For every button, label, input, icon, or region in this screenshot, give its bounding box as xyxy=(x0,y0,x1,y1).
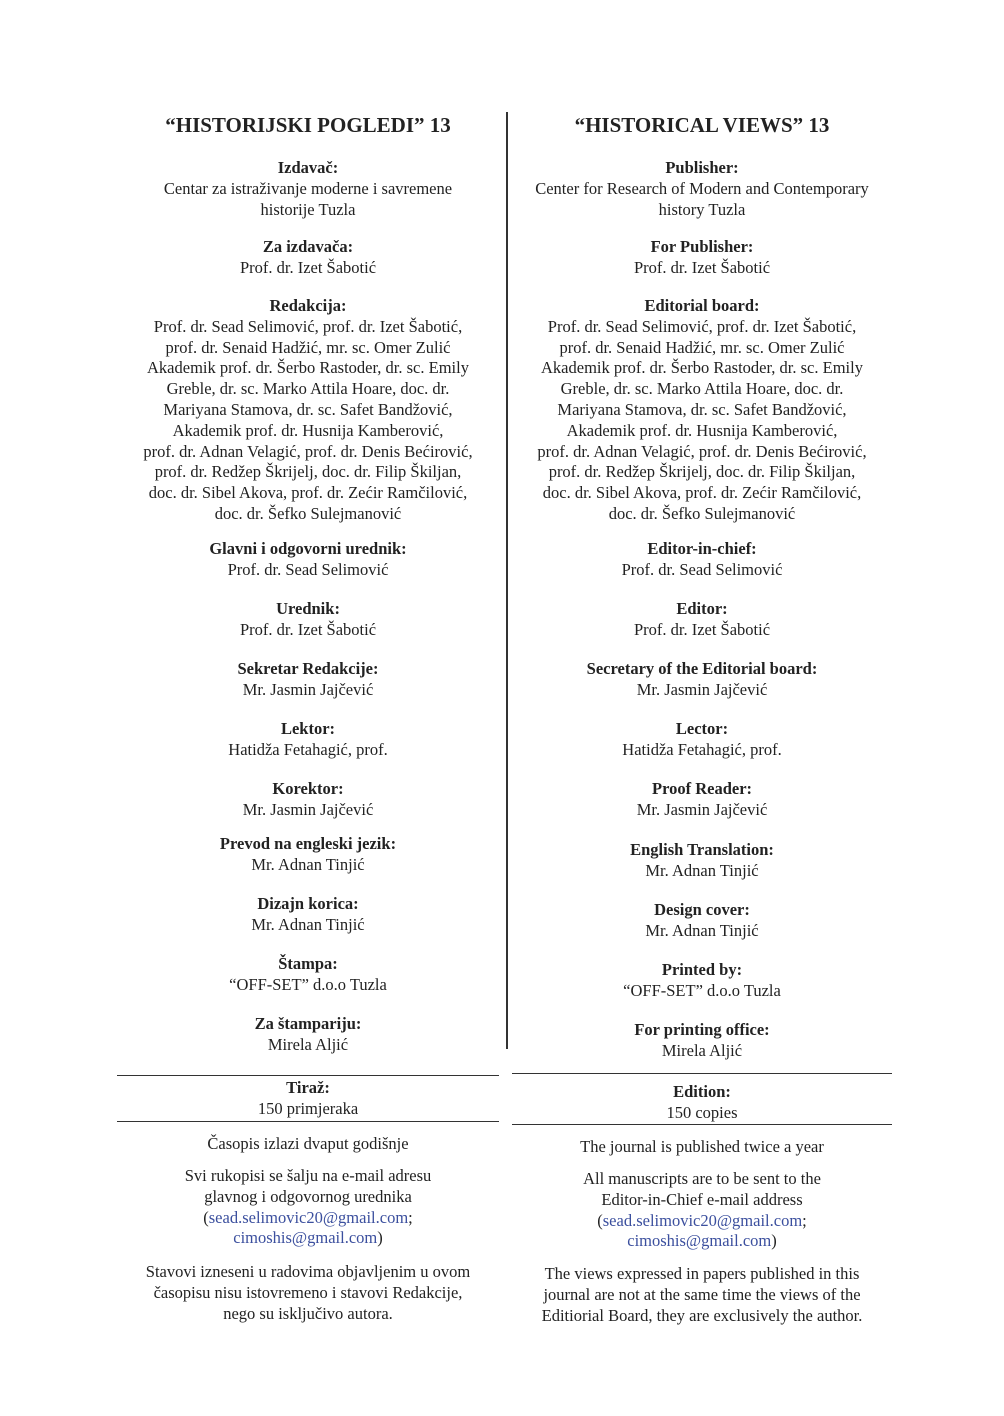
section-label: Publisher: xyxy=(665,158,739,177)
email-link[interactable]: cimoshis@gmail.com xyxy=(233,1228,378,1248)
left-secretary: Sekretar Redakcije: Mr. Jasmin Jajčević xyxy=(117,659,499,701)
right-proofreader: Proof Reader: Mr. Jasmin Jajčević xyxy=(512,779,892,821)
section-label: Korektor: xyxy=(272,779,344,798)
right-secretary: Secretary of the Editorial board: Mr. Jasmin Jajčević xyxy=(512,659,892,701)
left-edition-top-rule xyxy=(117,1075,499,1076)
right-printed-by: Printed by: “OFF-SET” d.o.o Tuzla xyxy=(512,960,892,1002)
section-label: Printed by: xyxy=(661,960,743,979)
section-label: Lektor: xyxy=(280,719,336,738)
right-design-cover: Design cover: Mr. Adnan Tinjić xyxy=(512,900,892,942)
email-link[interactable]: sead.selimovic20@gmail.com xyxy=(602,1210,803,1230)
section-label: Secretary of the Editorial board: xyxy=(586,659,818,678)
left-frequency-note: Časopis izlazi dvaput godišnje xyxy=(207,1134,409,1153)
right-lector: Lector: Hatidža Fetahagić, prof. xyxy=(512,719,892,761)
right-editor-in-chief: Editor-in-chief: Prof. dr. Sead Selimović xyxy=(512,539,892,581)
section-label: Proof Reader: xyxy=(651,779,753,798)
section-label: Dizajn korica: xyxy=(257,894,359,913)
left-printed-by: Štampa: “OFF-SET” d.o.o Tuzla xyxy=(117,954,499,996)
email-link[interactable]: cimoshis@gmail.com xyxy=(627,1231,772,1251)
section-label: For Publisher: xyxy=(650,237,754,256)
left-editor-in-chief: Glavni i odgovorni urednik: Prof. dr. Sead Selimović xyxy=(117,539,499,581)
right-for-publisher: For Publisher: Prof. dr. Izet Šabotić xyxy=(512,237,892,279)
right-edition: Edition: 150 copies xyxy=(512,1082,892,1124)
email-link[interactable]: sead.selimovic20@gmail.com xyxy=(208,1207,409,1227)
section-label: For printing office: xyxy=(634,1020,770,1039)
right-edition-top-rule xyxy=(512,1073,892,1074)
column-divider xyxy=(506,112,508,1049)
left-editorial-board: Redakcija: Prof. dr. Sead Selimović, prof. dr. Izet Šabotić, prof. dr. Senaid Hadžić, mr. sc. Omer Zulić Akademik prof. dr. Šerbo Rastoder, dr. sc. Emily Greble, dr. sc. Marko Attila Hoare, doc. dr. Mariyana Stamova, dr. sc. Safet Bandžović, Akademik prof. dr. Husnija Kamberović, prof. dr. Adnan Velagić, prof. dr. Denis Bećirović, prof. dr. Redžep Škrijelj, doc. dr. Filip Škiljan, doc. dr. Sibel Akova, prof. dr. Zećir Ramčilović, doc. dr. Šefko Sulejmanović xyxy=(117,296,499,525)
section-label: Lector: xyxy=(675,719,729,738)
section-label: Urednik: xyxy=(276,599,340,618)
section-label: Prevod na engleski jezik: xyxy=(219,834,397,853)
section-label: Tiraž: xyxy=(286,1078,330,1097)
section-label: Editor: xyxy=(676,599,728,618)
left-manuscripts-note: Svi rukopisi se šalju na e-mail adresu glavnog i odgovornog urednika (sead.selimovic20@gmail.com; cimoshis@gmail.com) xyxy=(184,1166,432,1248)
left-edition-bottom-rule xyxy=(117,1121,499,1122)
left-journal-title: “HISTORIJSKI POGLEDI” 13 xyxy=(165,113,451,137)
right-journal-title: “HISTORICAL VIEWS” 13 xyxy=(574,113,830,137)
section-label: Editor-in-chief: xyxy=(647,539,757,558)
right-manuscripts-note: All manuscripts are to be sent to the Editor-in-Chief e-mail address (sead.selimovic20@gmail.com; cimoshis@gmail.com) xyxy=(583,1169,821,1251)
left-proofreader: Korektor: Mr. Jasmin Jajčević xyxy=(117,779,499,821)
right-disclaimer: The views expressed in papers published in this journal are not at the same time the views of the Editiorial Board, they are exclusively the author. xyxy=(541,1264,863,1325)
section-label: Edition: xyxy=(673,1082,731,1101)
right-printing-office: For printing office: Mirela Aljić xyxy=(512,1020,892,1062)
section-label: Za izdavača: xyxy=(262,237,354,256)
left-editor: Urednik: Prof. dr. Izet Šabotić xyxy=(117,599,499,641)
right-frequency-note: The journal is published twice a year xyxy=(580,1137,824,1156)
section-label: English Translation: xyxy=(630,840,774,859)
section-label: Izdavač: xyxy=(277,158,339,177)
section-label: Štampa: xyxy=(278,954,338,973)
section-label: Redakcija: xyxy=(269,296,347,315)
left-for-publisher: Za izdavača: Prof. dr. Izet Šabotić xyxy=(117,237,499,279)
left-publisher: Izdavač: Centar za istraživanje moderne i savremene historije Tuzla xyxy=(117,158,499,220)
right-edition-bottom-rule xyxy=(512,1124,892,1125)
section-label: Design cover: xyxy=(654,900,750,919)
left-disclaimer: Stavovi izneseni u radovima objavljenim u ovom časopisu nisu istovremeno i stavovi Redakcije, nego su isključivo autora. xyxy=(145,1262,471,1323)
section-label: Za štampariju: xyxy=(254,1014,362,1033)
section-label: Editorial board: xyxy=(644,296,760,315)
right-editor: Editor: Prof. dr. Izet Šabotić xyxy=(512,599,892,641)
left-edition: Tiraž: 150 primjeraka xyxy=(117,1078,499,1120)
left-translation: Prevod na engleski jezik: Mr. Adnan Tinjić xyxy=(117,834,499,876)
section-label: Sekretar Redakcije: xyxy=(237,659,379,678)
right-publisher: Publisher: Center for Research of Modern and Contemporary history Tuzla xyxy=(512,158,892,220)
right-editorial-board: Editorial board: Prof. dr. Sead Selimović, prof. dr. Izet Šabotić, prof. dr. Senaid Hadžić, mr. sc. Omer Zulić Akademik prof. dr. Šerbo Rastoder, dr. sc. Emily Greble, dr. sc. Marko Attila Hoare, doc. dr. Mariyana Stamova, dr. sc. Safet Bandžović, Akademik prof. dr. Husnija Kamberović, prof. dr. Adnan Velagić, prof. dr. Denis Bećirović, prof. dr. Redžep Škrijelj, doc. dr. Filip Škiljan, doc. dr. Sibel Akova, prof. dr. Zećir Ramčilović, doc. dr. Šefko Sulejmanović xyxy=(512,296,892,525)
section-label: Glavni i odgovorni urednik: xyxy=(209,539,407,558)
right-translation: English Translation: Mr. Adnan Tinjić xyxy=(512,840,892,882)
left-printing-office: Za štampariju: Mirela Aljić xyxy=(117,1014,499,1056)
left-design-cover: Dizajn korica: Mr. Adnan Tinjić xyxy=(117,894,499,936)
left-lector: Lektor: Hatidža Fetahagić, prof. xyxy=(117,719,499,761)
